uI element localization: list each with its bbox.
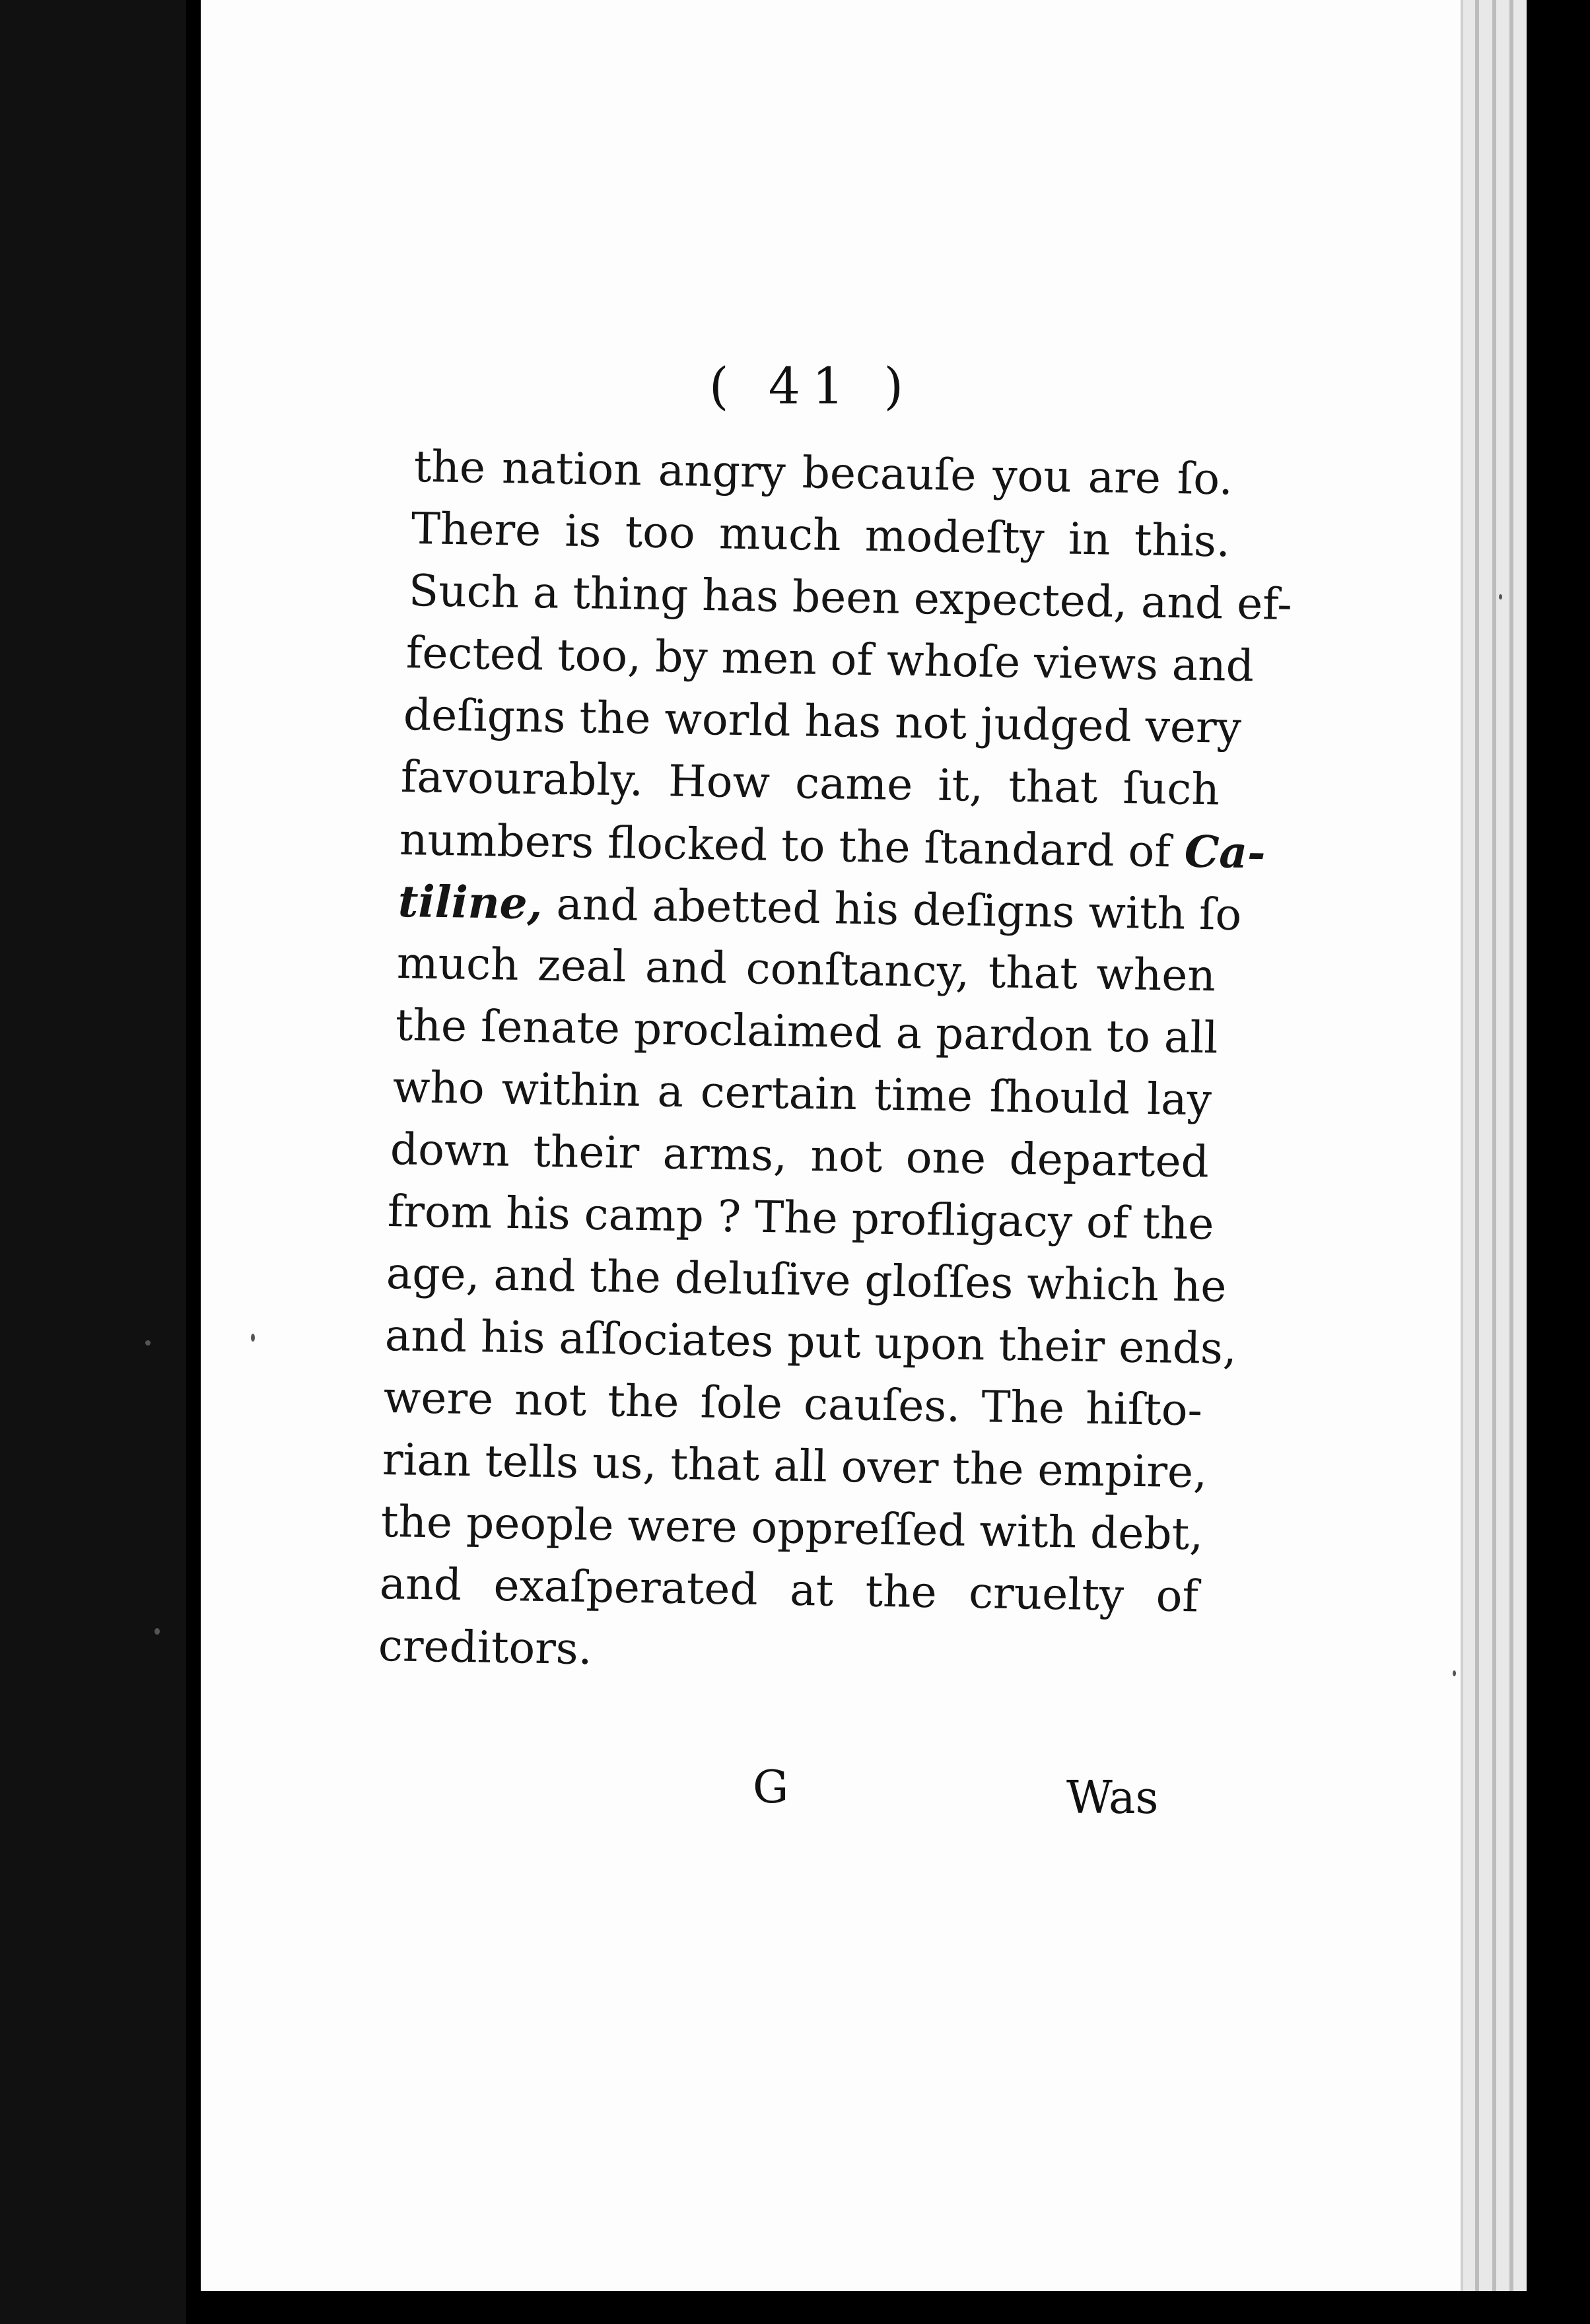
text-line: rian tells us, that all over the empire, xyxy=(382,1434,1208,1498)
text-line: were not the ſole cauſes. The hiſto- xyxy=(383,1372,1203,1436)
catchword: Was xyxy=(1066,1772,1159,1824)
text-line: from his camp ? The profligacy of the xyxy=(387,1186,1214,1250)
text-line: There is too much modeſty in this. xyxy=(411,503,1231,567)
text-line: much zeal and conſtancy, that when xyxy=(396,938,1216,1002)
scan-speck xyxy=(251,1334,255,1342)
scan-speck xyxy=(155,1628,160,1635)
page-fore-edge xyxy=(1461,0,1527,2291)
text-line-segment: and abetted his deſigns with ſo xyxy=(556,878,1242,941)
left-page-edge xyxy=(0,0,186,2324)
text-line: the nation angry becauſe you are ſo. xyxy=(413,441,1233,505)
scan-speck xyxy=(1453,1670,1456,1676)
italic-name-part2: tiline, xyxy=(398,875,543,930)
text-line: favourably. How came it, that ſuch xyxy=(400,751,1220,815)
right-scan-border xyxy=(1527,0,1590,2324)
text-line: Such a thing has been expected, and ef- xyxy=(408,565,1293,631)
gutter-shadow xyxy=(186,0,201,2324)
italic-name-part1: Ca- xyxy=(1184,825,1266,879)
text-line: and his aſſociates put upon their ends, xyxy=(384,1310,1237,1375)
text-line: deſigns the world has not judged very xyxy=(403,689,1242,753)
text-line: the people were oppreſſed with debt, xyxy=(380,1496,1204,1560)
text-line: fected too, by men of whoſe views and xyxy=(405,627,1255,692)
scan-speck xyxy=(1499,594,1502,599)
signature-mark: G xyxy=(753,1761,789,1814)
scan-speck xyxy=(145,1340,151,1346)
text-line: age, and the deluſive gloſſes which he xyxy=(386,1248,1227,1312)
text-line: creditors. xyxy=(378,1620,593,1675)
text-line: who within a certain time ſhould lay xyxy=(392,1062,1212,1126)
text-line: the ſenate proclaimed a pardon to all xyxy=(395,1000,1219,1064)
text-line: down their arms, not one departed xyxy=(390,1124,1210,1188)
bottom-scan-border xyxy=(201,2291,1590,2324)
text-line-segment: numbers flocked to the ſtandard of xyxy=(399,814,1171,877)
body-text xyxy=(378,436,1293,1677)
page-number-header: ( 41 ) xyxy=(709,357,916,415)
text-line: and exaſperated at the cruelty of xyxy=(379,1558,1199,1622)
